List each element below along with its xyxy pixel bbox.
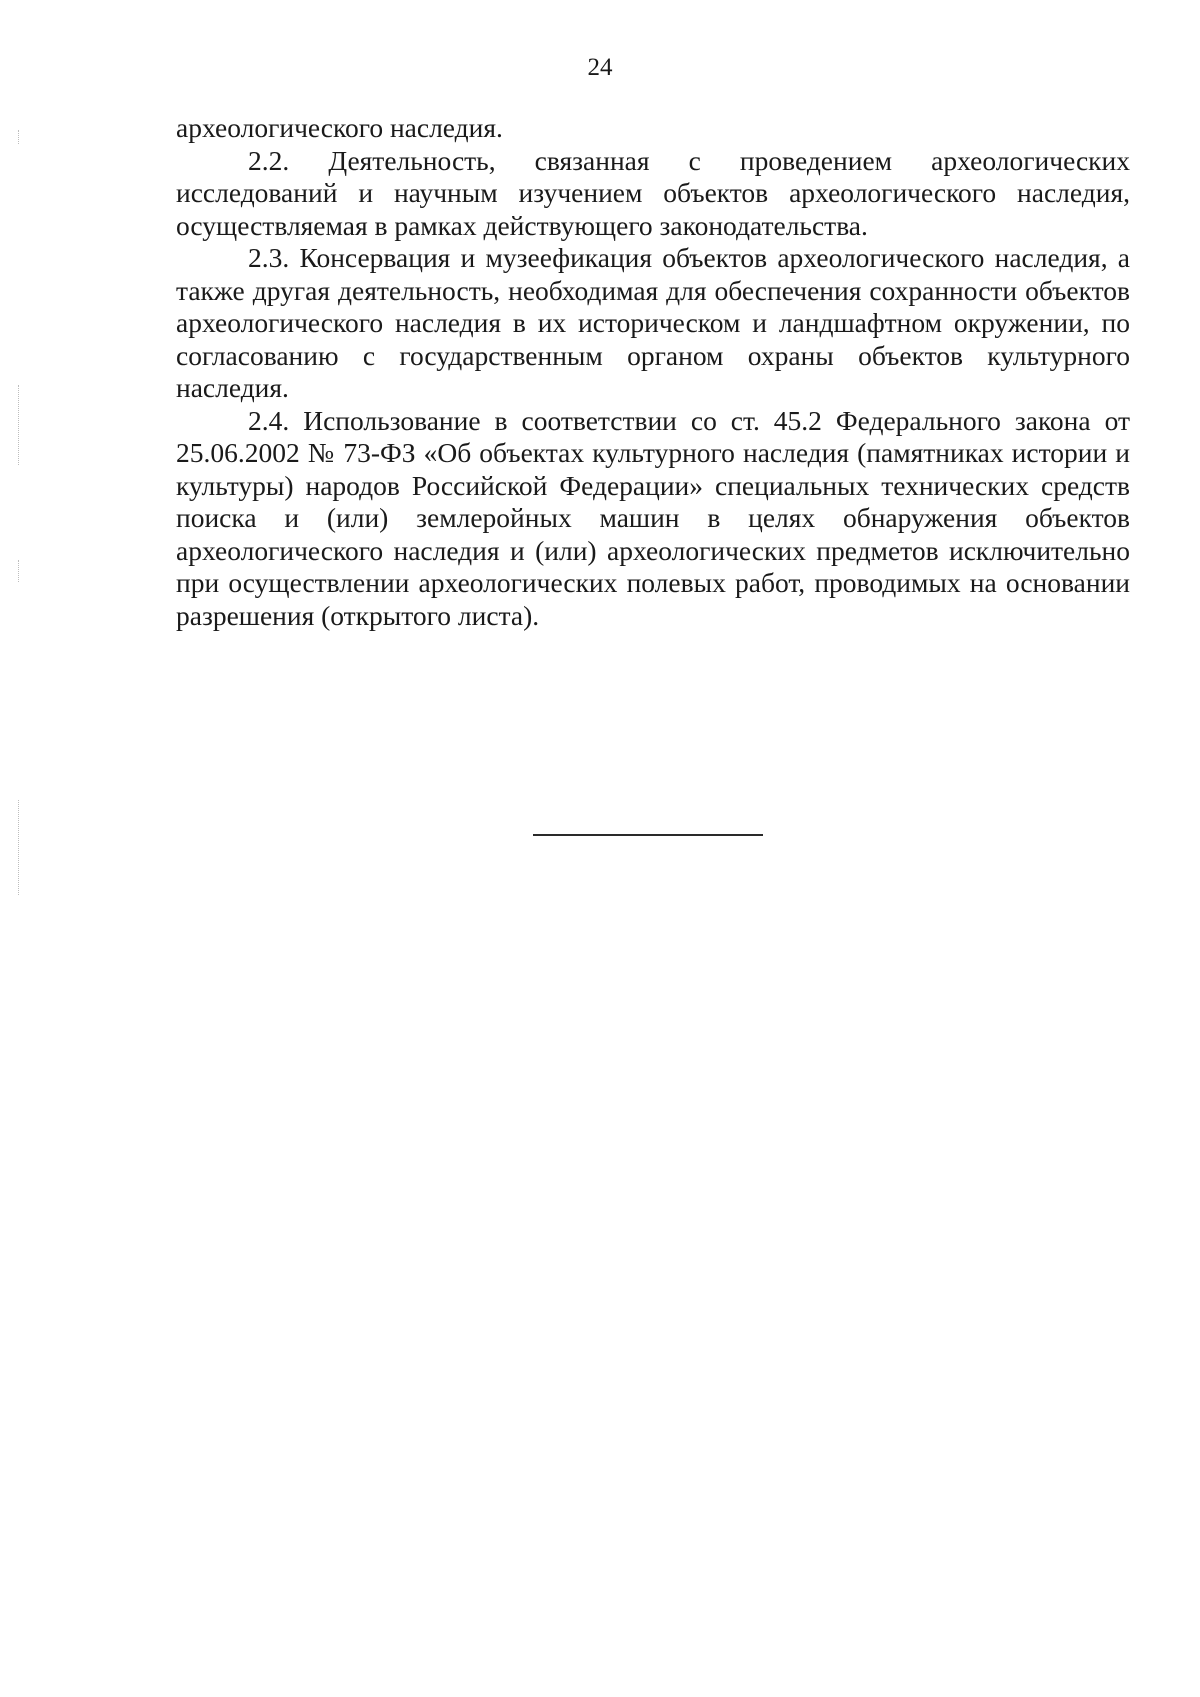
scan-artifact xyxy=(18,800,20,895)
end-of-document-rule xyxy=(533,834,763,836)
page-number: 24 xyxy=(587,54,613,81)
paragraph-item-2-3: 2.3. Консервация и музеефикация объектов археологического наследия, а также другая деятельность, необходимая для обеспечения сохранности объектов археологического наследия в их историческом и ландшафтном окружении, по согласованию с государственным органом охраны объектов культурного наследия. xyxy=(176,242,1130,403)
scan-artifact xyxy=(18,130,20,144)
scan-artifact xyxy=(18,385,20,465)
document-body xyxy=(176,112,1130,632)
paragraph-item-2-2: 2.2. Деятельность, связанная с проведением археологических исследований и научным изучением объектов археологического наследия, осуществляемая в рамках действующего законодательства. xyxy=(176,144,1130,241)
scan-artifact xyxy=(18,560,20,582)
paragraph-continuation: археологического наследия. xyxy=(176,112,503,143)
paragraph-item-2-4: 2.4. Использование в соответствии со ст. 45.2 Федерального закона от 25.06.2002 № 73-ФЗ «Об объектах культурного наследия (памятниках истории и культуры) народов Российской Федерации» специальных технических средств поиска и (или) землеройных машин в целях обнаружения объектов археологического наследия и (или) археологических предметов исключительно при осуществлении археологических полевых работ, проводимых на основании разрешения (открытого листа). xyxy=(176,404,1130,631)
